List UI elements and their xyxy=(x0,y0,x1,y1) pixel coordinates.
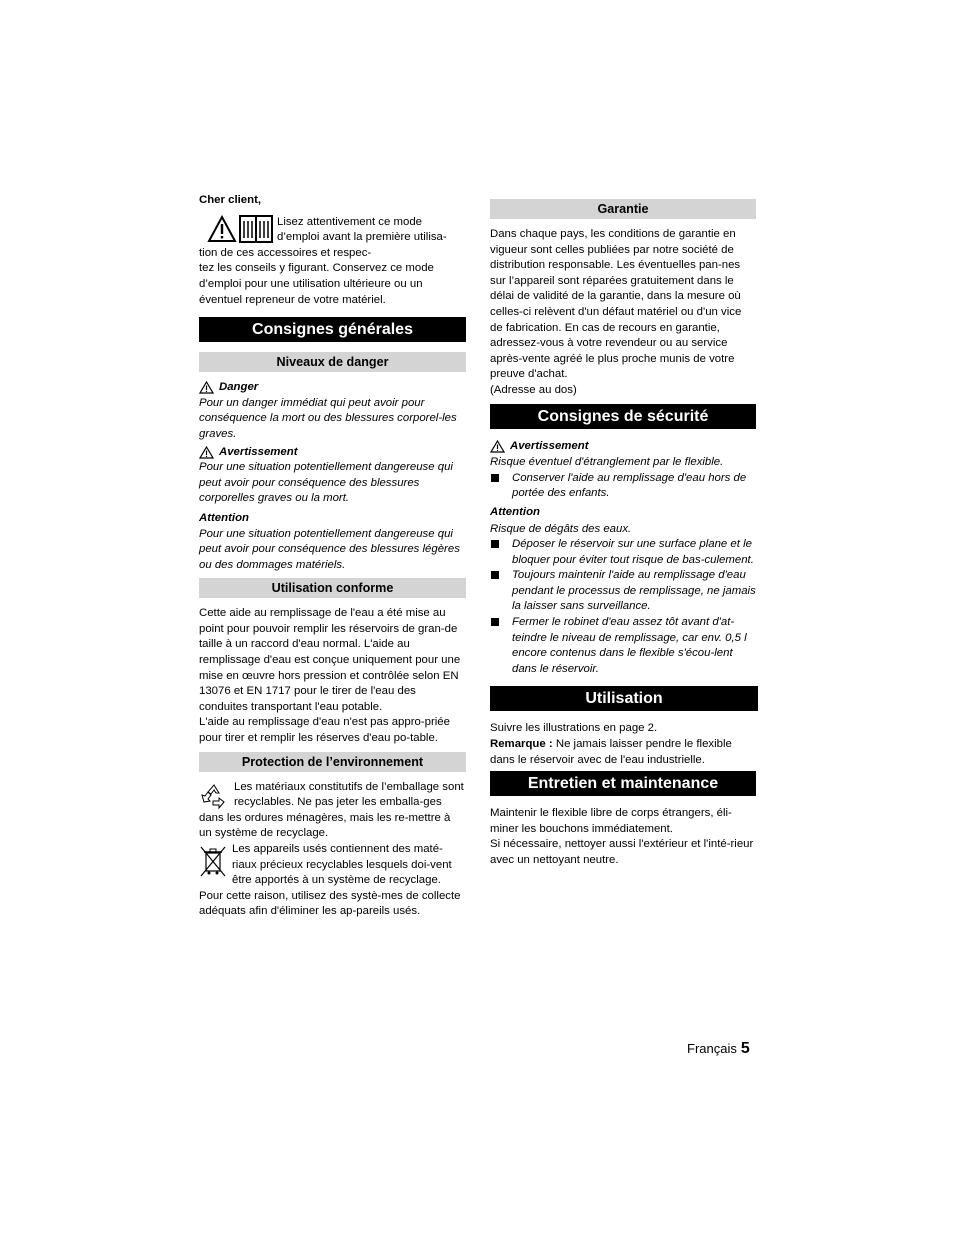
warning-icons xyxy=(207,215,273,243)
guarantee-heading: Garantie xyxy=(490,199,756,219)
safety-warning-text: Risque éventuel d'étranglement par le flexible. xyxy=(490,456,724,469)
environment-heading: Protection de l’environnement xyxy=(199,752,466,772)
intro-block xyxy=(199,215,466,262)
guarantee-text: Dans chaque pays, les conditions de garantie en vigueur sont celles publiées par notre société de distribution responsable. Les éventuelles pan-nes sur l’appareil sont réparées gratuitement dans le délai de validité de la garantie, dans la mesure où celles-ci relèvent d'un défaut matériel ou d'un vice de fabrication. En cas de recours en garantie, adressez-vous à votre revendeur ou au service après-vente agréé le plus proche munis de votre preuve d'achat. xyxy=(490,228,742,381)
attention-title: Attention xyxy=(199,511,249,524)
intro-line-2: d’emploi avant la première utilisa- xyxy=(277,231,447,244)
safety-warning-title: Avertissement xyxy=(510,439,589,452)
safety-attention-list xyxy=(490,537,756,677)
manual-book-icon xyxy=(239,215,273,243)
warning-triangle-icon xyxy=(207,215,237,243)
maintenance-text-1: Maintenir le flexible libre de corps étrangers, éli-miner les bouchons immédiatement. xyxy=(490,807,732,835)
safety-warning-triangle-icon xyxy=(490,440,505,453)
section-maintenance-heading: Entretien et maintenance xyxy=(490,771,756,796)
remark-label: Remarque : xyxy=(490,738,553,751)
weee-block xyxy=(199,842,466,920)
warning-title-row xyxy=(199,445,466,461)
warning-triangle-small-icon xyxy=(199,446,214,459)
intended-use-heading: Utilisation conforme xyxy=(199,578,466,598)
weee-text: Les appareils usés contiennent des maté-riaux précieux recyclables lesquels doi-vent être apportés à un système de recyclage. Pour cette raison, utilisez des systè-mes de collecte adéquats afin d'éliminer les ap-pareils usés. xyxy=(199,843,461,918)
safety-attention-title: Attention xyxy=(490,505,540,518)
intro-rest: tez les conseils y figurant. Conservez ce mode d’emploi pour une utilisation ultérieure ou un éventuel repreneur de votre matériel. xyxy=(199,262,434,306)
recycling-text: Les matériaux constitutifs de l’emballage sont recyclables. Ne pas jeter les emballa-ges dans les ordures ménagères, mais les re-mettre à un système de recyclage. xyxy=(199,780,464,840)
danger-levels-heading: Niveaux de danger xyxy=(199,352,466,372)
list-item: Toujours maintenir l'aide au remplissage d'eau pendant le processus de remplissage, ne jamais la laisser sans surveillance. xyxy=(490,568,756,615)
intended-use-text-1: Cette aide au remplissage de l'eau a été mise au point pour pouvoir remplir les réservoirs de gran-de taille à un raccord d'eau normal. L'aide au remplissage d'eau est conçue uniquement pour une mise en œuvre hors pression et contrôlée selon EN 13076 et EN 1717 pour le tirer de l'eau des conduites transportant l'eau potable. xyxy=(199,607,461,713)
guarantee-address: (Adresse au dos) xyxy=(490,383,577,396)
remark-text: Ne jamais laisser pendre le flexible dans le réservoir avec de l'eau industrielle. xyxy=(490,738,732,766)
warning-text: Pour une situation potentiellement dangereuse qui peut avoir pour conséquence des blessures corporelles graves ou la mort. xyxy=(199,461,453,505)
recycling-icon xyxy=(199,782,229,810)
remark-paragraph xyxy=(490,737,756,768)
section-use-heading: Utilisation xyxy=(490,686,758,711)
crossed-bin-icon xyxy=(199,844,227,878)
safety-attention-text: Risque de dégâts des eaux. xyxy=(490,522,632,535)
danger-text: Pour un danger immédiat qui peut avoir pour conséquence la mort ou des blessures corporel-les graves. xyxy=(199,396,457,440)
safety-warning-title-row xyxy=(490,439,756,455)
list-item: Conserver l'aide au remplissage d'eau hors de portée des enfants. xyxy=(490,471,756,502)
attention-text: Pour une situation potentiellement dangereuse qui peut avoir pour conséquence des blessures légères ou des dommages matériels. xyxy=(199,527,460,571)
page-number: 5 xyxy=(740,1040,750,1057)
section-general-heading: Consignes générales xyxy=(199,317,466,342)
footer-language: Français xyxy=(687,1041,737,1056)
danger-title: Danger xyxy=(219,381,259,394)
left-column xyxy=(199,193,466,920)
warning-title: Avertissement xyxy=(219,445,298,458)
intro-line-3: tion de ces accessoires et respec- xyxy=(199,246,372,259)
right-column xyxy=(490,193,756,869)
greeting: Cher client, xyxy=(199,194,262,206)
maintenance-text-2: Si nécessaire, nettoyer aussi l'extérieur et l'inté-rieur avec un nettoyant neutre. xyxy=(490,838,754,866)
intended-use-text-2: L'aide au remplissage d'eau n'est pas appro-priée pour tirer et remplir les réserves d'eau po-table. xyxy=(199,716,450,745)
page-footer xyxy=(687,1040,750,1058)
danger-triangle-icon xyxy=(199,381,214,394)
section-safety-heading: Consignes de sécurité xyxy=(490,404,756,429)
use-text: Suivre les illustrations en page 2. xyxy=(490,722,658,735)
list-item: Déposer le réservoir sur une surface plane et le bloquer pour éviter tout risque de bas-culement. xyxy=(490,537,756,568)
recycling-block xyxy=(199,780,466,842)
list-item: Fermer le robinet d'eau assez tôt avant d'at-teindre le niveau de remplissage, car env. 0,5 l encore contenus dans le flexible s'écou-lent dans le réservoir. xyxy=(490,615,756,677)
safety-warning-list xyxy=(490,471,756,502)
danger-title-row xyxy=(199,380,466,396)
intro-line-1: Lisez attentivement ce mode xyxy=(277,215,422,228)
